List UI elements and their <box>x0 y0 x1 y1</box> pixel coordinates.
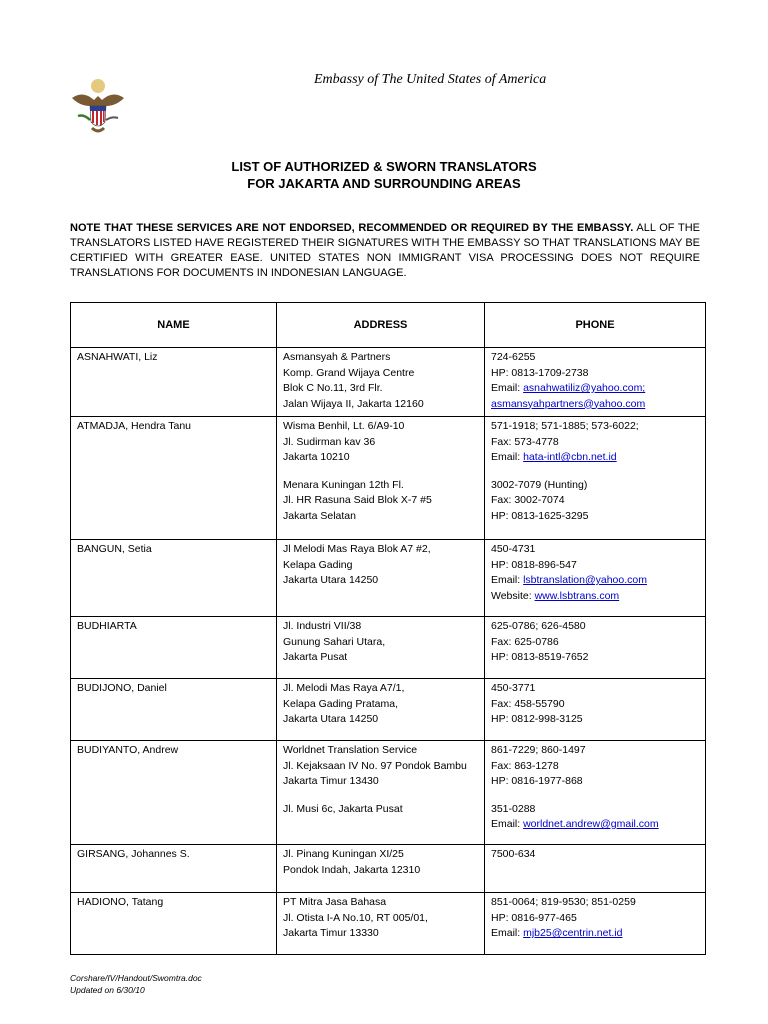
address-line: Komp. Grand Wijaya Centre <box>283 366 415 379</box>
address-line: Jl. Sudirman kav 36 <box>283 435 376 448</box>
translator-name: GIRSANG, Johannes S. <box>71 845 277 893</box>
address-line: Kelapa Gading Pratama, <box>283 697 398 710</box>
translator-phone <box>485 741 706 845</box>
address-line: Jalan Wijaya II, Jakarta 12160 <box>283 397 424 410</box>
address-line: Jakarta Pusat <box>283 651 348 663</box>
table-row <box>71 348 706 417</box>
address-line: Gunung Sahari Utara, <box>283 635 386 648</box>
address-line: Jl. Kejaksaan IV No. 97 Pondok Bambu <box>283 759 467 772</box>
phone-line: 861-7229; 860-1497 <box>491 744 586 756</box>
translator-name: BUDHIARTA <box>71 617 277 679</box>
phone-line: HP: 0813-1625-3295 <box>491 509 589 522</box>
address-line: Asmansyah & Partners <box>283 351 391 363</box>
address-line: PT Mitra Jasa Bahasa <box>283 896 387 908</box>
website-label: Website: <box>491 589 535 602</box>
email-label: Email: <box>491 818 524 830</box>
phone-line: Fax: 625-0786 <box>491 635 559 648</box>
address-line: Jl. Otista I-A No.10, RT 005/01, <box>283 911 428 924</box>
address-line: Jakarta Utara 14250 <box>283 574 379 586</box>
embassy-name: Embassy of The United States of America <box>314 72 547 87</box>
great-seal-emblem <box>68 76 128 138</box>
translator-phone <box>485 540 706 617</box>
phone-line: HP: 0812-998-3125 <box>491 713 583 725</box>
translator-address <box>277 893 485 955</box>
website-link[interactable]: www.lsbtrans.com <box>534 589 620 602</box>
table-row <box>71 893 706 955</box>
phone-line: HP: 0813-8519-7652 <box>491 651 589 663</box>
address-line: Jakarta 10210 <box>283 451 350 463</box>
translator-phone <box>485 845 706 893</box>
address-line: Jakarta Utara 14250 <box>283 713 379 725</box>
footer-filepath: Corshare/IV/Handout/Swomtra.doc <box>70 973 202 983</box>
address-line: Blok C No.11, 3rd Flr. <box>283 382 383 394</box>
translator-phone <box>485 679 706 741</box>
translator-address <box>277 741 485 845</box>
email-label: Email: <box>491 451 524 463</box>
phone-line: 625-0786; 626-4580 <box>491 620 586 632</box>
email-link[interactable]: lsbtranslation@yahoo.com <box>523 574 647 586</box>
phone-line: Fax: 3002-7074 <box>491 494 565 506</box>
address-line: Menara Kuningan 12th Fl. <box>283 478 404 491</box>
phone-line: 571-1918; 571-1885; 573-6022; <box>491 420 639 432</box>
translator-address <box>277 348 485 417</box>
email-label: Email: <box>491 382 524 394</box>
table-row <box>71 617 706 679</box>
translator-name: BANGUN, Setia <box>71 540 277 617</box>
email-link[interactable]: worldnet.andrew@gmail.com <box>523 818 659 830</box>
footer-updated: Updated on 6/30/10 <box>70 985 145 995</box>
table-row <box>71 417 706 540</box>
address-line: Wisma Benhil, Lt. 6/A9-10 <box>283 420 405 432</box>
document-title <box>0 158 768 192</box>
table-row <box>71 845 706 893</box>
address-line: Jl Melodi Mas Raya Blok A7 #2, <box>283 543 431 555</box>
translator-name: ASNAHWATI, Liz <box>71 348 277 417</box>
address-line: Jl. Industri VII/38 <box>283 620 362 632</box>
address-line: Jakarta Timur 13430 <box>283 775 379 787</box>
address-line: Jl. Melodi Mas Raya A7/1, <box>283 682 405 694</box>
email-link[interactable]: mjb25@centrin.net.id <box>523 927 623 939</box>
email-link[interactable]: hata-intl@cbn.net.id <box>523 451 617 463</box>
address-line: Jl. Musi 6c, Jakarta Pusat <box>283 802 403 815</box>
translator-name: HADIONO, Tatang <box>71 893 277 955</box>
phone-line: Fax: 458-55790 <box>491 697 565 710</box>
phone-line: HP: 0816-1977-868 <box>491 775 583 787</box>
email-link[interactable]: asmansyahpartners@yahoo.com <box>491 397 646 410</box>
address-line: Jakarta Timur 13330 <box>283 927 379 939</box>
phone-line: Fax: 863-1278 <box>491 759 559 772</box>
translators-table <box>70 302 706 955</box>
translator-address <box>277 540 485 617</box>
email-label: Email: <box>491 927 524 939</box>
disclaimer-rest: ALL OF THE TRANSLATORS LISTED HAVE REGISTERED THEIR SIGNATURES WITH THE EMBASSY SO THAT TRANSLATIONS MAY BE CERTIFIED WITH GREATER EASE. UNITED STATES NON IMMIGRANT VISA PROCESSING DOES NOT REQUIRE TRANSLATIONS FOR DOCUMENTS IN INDONESIAN LANGUAGE. <box>70 222 700 279</box>
translator-phone <box>485 348 706 417</box>
address-line: Worldnet Translation Service <box>283 744 418 756</box>
translator-phone <box>485 417 706 540</box>
address-line: Kelapa Gading <box>283 558 353 571</box>
email-link[interactable]: asnahwatiliz@yahoo.com; <box>523 382 646 394</box>
phone-line: 851-0064; 819-9530; 851-0259 <box>491 896 636 908</box>
disclaimer-bold: NOTE THAT THESE SERVICES ARE NOT ENDORSED, RECOMMENDED OR REQUIRED BY THE EMBASSY. <box>70 222 634 234</box>
translator-phone <box>485 893 706 955</box>
translator-phone <box>485 617 706 679</box>
phone-line: 724-6255 <box>491 351 536 363</box>
title-line-1: LIST OF AUTHORIZED & SWORN TRANSLATORS <box>231 159 537 174</box>
translator-address <box>277 417 485 540</box>
phone-line: 3002-7079 (Hunting) <box>491 478 588 491</box>
document-footer <box>70 972 202 996</box>
address-line: Pondok Indah, Jakarta 12310 <box>283 863 421 876</box>
translator-name: BUDIYANTO, Andrew <box>71 741 277 845</box>
header-name: NAME <box>71 303 277 348</box>
address-line: Jl. Pinang Kuningan XI/25 <box>283 848 404 860</box>
phone-line: HP: 0818-896-547 <box>491 558 577 571</box>
title-line-2: FOR JAKARTA AND SURROUNDING AREAS <box>247 176 521 191</box>
phone-line: 450-3771 <box>491 682 536 694</box>
address-line: Jl. HR Rasuna Said Blok X-7 #5 <box>283 494 432 506</box>
table-row <box>71 741 706 845</box>
phone-line: Fax: 573-4778 <box>491 435 559 448</box>
translator-name: BUDIJONO, Daniel <box>71 679 277 741</box>
translator-address <box>277 679 485 741</box>
translator-address <box>277 617 485 679</box>
phone-line: 450-4731 <box>491 543 536 555</box>
table-row <box>71 679 706 741</box>
phone-line: 7500-634 <box>491 848 536 860</box>
email-label: Email: <box>491 574 524 586</box>
address-line: Jakarta Selatan <box>283 509 356 522</box>
phone-line: HP: 0813-1709-2738 <box>491 366 589 379</box>
table-header-row <box>71 303 706 348</box>
table-row <box>71 540 706 617</box>
translator-name: ATMADJA, Hendra Tanu <box>71 417 277 540</box>
header-phone: PHONE <box>485 303 706 348</box>
phone-line: HP: 0816-977-465 <box>491 911 577 924</box>
disclaimer-note <box>70 221 700 281</box>
header-address: ADDRESS <box>277 303 485 348</box>
phone-line: 351-0288 <box>491 802 536 815</box>
translator-address <box>277 845 485 893</box>
